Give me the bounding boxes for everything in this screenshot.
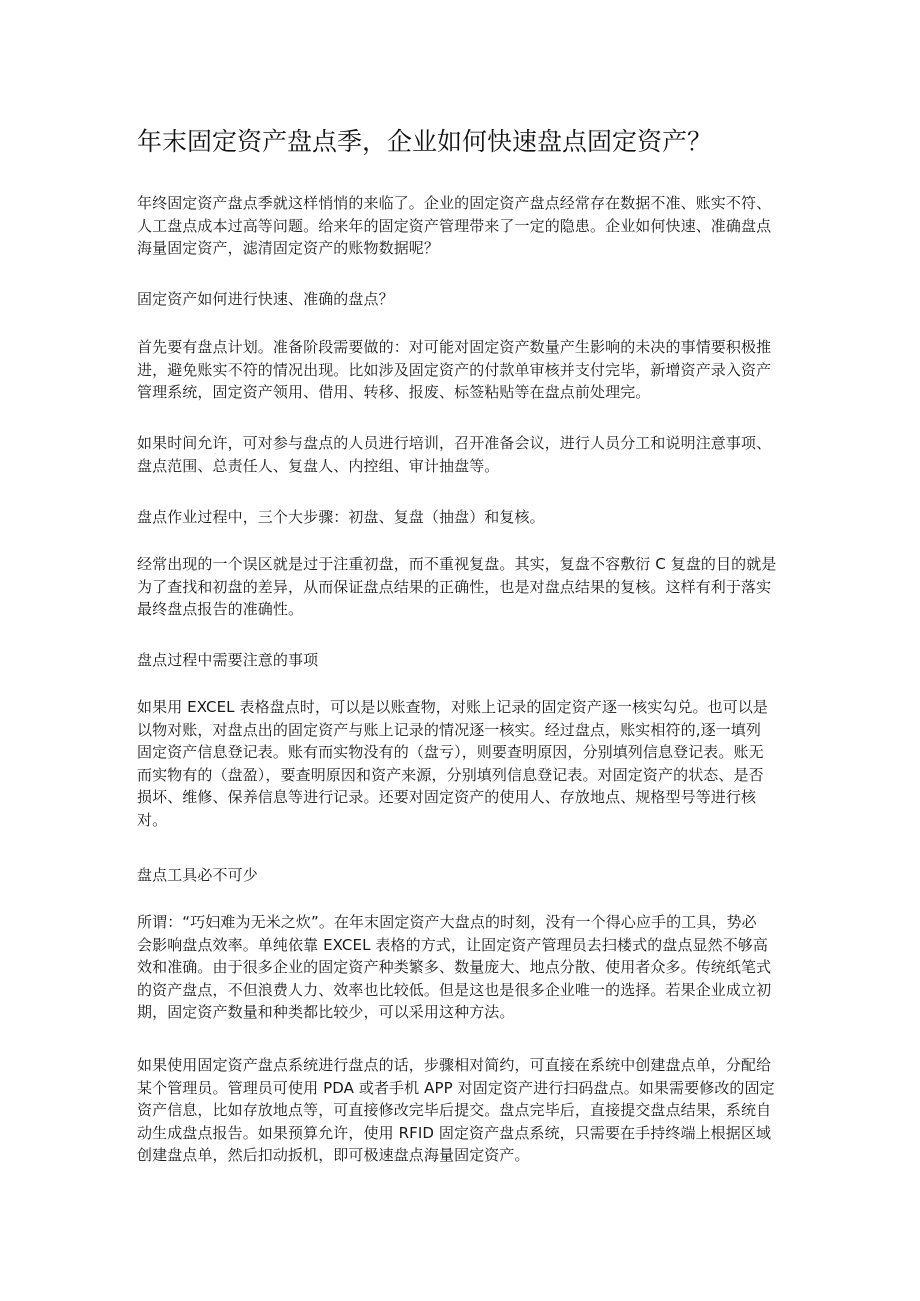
paragraph-line: 损坏、维修、保养信息等进行记录。还要对固定资产的使用人、存放地点、规格型号等进行核 <box>137 788 757 806</box>
paragraph-tools <box>137 911 792 1024</box>
section-heading-notes <box>137 649 792 672</box>
paragraph-excel <box>137 696 792 831</box>
section-heading-tools <box>137 864 792 887</box>
paragraph-line: 某个管理员。管理员可使用 PDA 或者手机 APP 对固定资产进行扫码盘点。如果需要修改的固定 <box>137 1078 775 1097</box>
paragraph-intro <box>137 192 792 260</box>
section-heading-how-to-inventory <box>137 288 792 311</box>
paragraph-line: 固定资产信息登记表。账有而实物没有的（盘亏），则要查明原因，分别填列信息登记表。账无 <box>137 743 764 761</box>
paragraph-line: 为了查找和初盘的差异，从而保证盘点结果的正确性，也是对盘点结果的复核。这样有利于落实 <box>137 577 772 596</box>
paragraph-line: 盘点过程中需要注意的事项 <box>137 651 319 669</box>
paragraph-line: 动生成盘点报告。如果预算允许，使用 RFID 固定资产盘点系统，只需要在手持终端上根据区域 <box>137 1123 772 1142</box>
paragraph-recheck <box>137 553 792 621</box>
paragraph-line: 所谓：“巧妇难为无米之炊”。在年末固定资产大盘点的时刻，没有一个得心应手的工具，势必 <box>137 913 757 931</box>
paragraph-line: 期，固定资产数量和种类都比较少，可以采用这种方法。 <box>137 1003 515 1021</box>
article-title: 年末固定资产盘点季，企业如何快速盘点固定资产？ <box>137 127 713 156</box>
paragraph-line: 如果用 EXCEL 表格盘点时，可以是以账查物，对账上记录的固定资产逐一核实勾兑。也可以是 <box>137 698 769 716</box>
paragraph-line: 海量固定资产，滤清固定资产的账物数据呢？ <box>137 239 440 257</box>
paragraph-line: 经常出现的一个误区就是过于注重初盘，而不重视复盘。其实，复盘不容敷衍 C 复盘的目的就是 <box>137 555 777 573</box>
paragraph-line: 盘点工具必不可少 <box>137 866 258 884</box>
paragraph-line: 而实物有的（盘盈），要查明原因和资产来源，分别填列信息登记表。对固定资产的状态、是否 <box>137 765 764 784</box>
paragraph-line: 效和准确。由于很多企业的固定资产种类繁多、数量庞大、地点分散、使用者众多。传统纸笔式 <box>137 958 772 976</box>
paragraph-line: 人工盘点成本过高等问题。给来年的固定资产管理带来了一定的隐患。企业如何快速、准确盘点 <box>137 216 772 235</box>
paragraph-line: 盘点范围、总责任人、复盘人、内控组、审计抽盘等。 <box>137 456 500 475</box>
paragraph-training <box>137 432 792 477</box>
paragraph-line: 年终固定资产盘点季就这样悄悄的来临了。企业的固定资产盘点经常存在数据不准、账实不符、 <box>137 194 772 212</box>
paragraph-line: 会影响盘点效率。单纯依靠 EXCEL 表格的方式，让固定资产管理员去扫楼式的盘点显然不够高 <box>137 935 769 954</box>
paragraph-line: 资产信息，比如存放地点等，可直接修改完毕后提交。盘点完毕后，直接提交盘点结果，系统自 <box>137 1101 772 1119</box>
paragraph-line: 对。 <box>137 810 168 829</box>
paragraph-line: 管理系统，固定资产领用、借用、转移、报废、标签粘贴等在盘点前处理完。 <box>137 383 651 401</box>
paragraph-line: 固定资产如何进行快速、准确的盘点？ <box>137 290 394 308</box>
paragraph-line: 如果使用固定资产盘点系统进行盘点的话，步骤相对简约，可直接在系统中创建盘点单，分配给 <box>137 1056 772 1074</box>
paragraph-line: 最终盘点报告的准确性。 <box>137 600 304 618</box>
paragraph-system <box>137 1054 792 1167</box>
paragraph-line: 的资产盘点，不但浪费人力、效率也比较低。但是这也是很多企业唯一的选择。若果企业成立初 <box>137 980 772 999</box>
paragraph-line: 进，避免账实不符的情况出现。比如涉及固定资产的付款单审核并支付完毕，新增资产录入资产 <box>137 360 772 379</box>
paragraph-plan <box>137 336 792 404</box>
paragraph-line: 创建盘点单，然后扣动扳机，即可极速盘点海量固定资产。 <box>137 1146 530 1164</box>
paragraph-line: 首先要有盘点计划。准备阶段需要做的：对可能对固定资产数量产生影响的未决的事情要积极推 <box>137 338 772 356</box>
paragraph-line: 以物对账，对盘点出的固定资产与账上记录的情况逐一核实。经过盘点，账实相符的,逐一填列 <box>137 720 761 739</box>
paragraph-line: 盘点作业过程中，三个大步骤：初盘、复盘（抽盘）和复核。 <box>137 508 545 526</box>
paragraph-three-steps <box>137 506 792 529</box>
paragraph-line: 如果时间允许，可对参与盘点的人员进行培训，召开准备会议，进行人员分工和说明注意事项、 <box>137 434 772 452</box>
